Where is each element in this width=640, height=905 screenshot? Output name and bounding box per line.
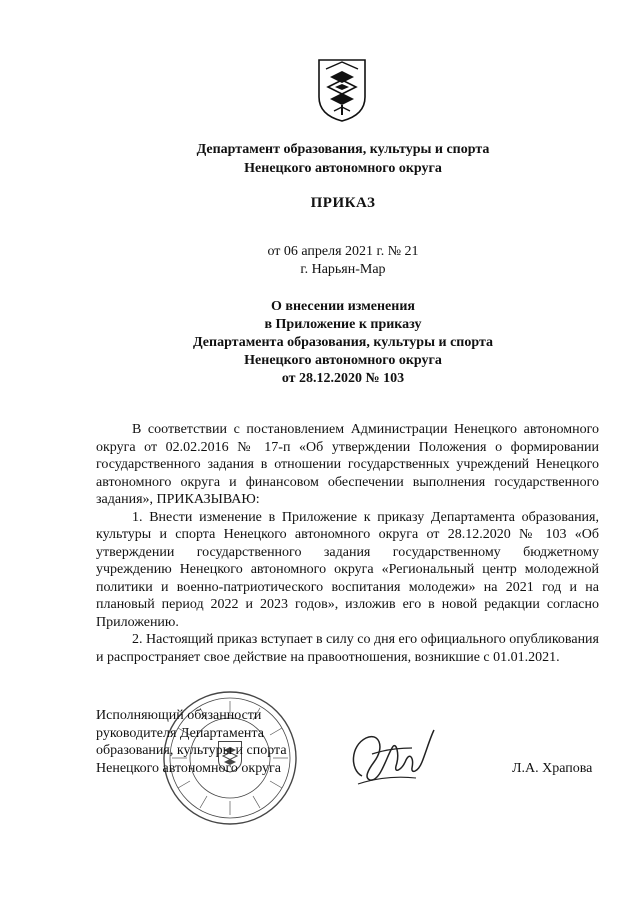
document-body — [96, 421, 599, 666]
subject-line-4: Ненецкого автономного округа — [244, 353, 442, 368]
signatory-title-line-3: образования, культуры и спорта — [96, 743, 287, 758]
signatory-title — [96, 707, 287, 777]
department-heading — [0, 140, 640, 178]
subject-line-3: Департамента образования, культуры и спорта — [193, 335, 493, 350]
document-subject — [0, 298, 640, 388]
subject-line-1: О внесении изменения — [271, 299, 415, 314]
subject-line-5: от 28.12.2020 № 103 — [281, 371, 405, 386]
document-date: от 06 апреля 2021 г. № 21 — [267, 244, 419, 259]
body-paragraph-item-1: 1. Внести изменение в Приложение к приказу Департамента образования, культуры и спорта Ненецкого автономного округа от 28.12.2020 № 103 «Об утверждении государственного задания государственному бюджетному учреждению Ненецкого автономного округа «Региональный центр молодежной политики и военно-патриотического воспитания молодежи» на 2021 год и на плановый период 2022 и 2023 годов», изложив его в новой редакции согласно Приложению. — [96, 509, 599, 630]
signatory-title-line-1: Исполняющий обязанности — [96, 708, 262, 723]
signatory-title-line-2: руководителя Департамента — [96, 725, 264, 741]
document-place: г. Нарьян-Мар — [300, 262, 386, 277]
body-paragraph-preamble: В соответствии с постановлением Администрации Ненецкого автономного округа от 02.02.2016 № 17-п «Об утверждении Положения о формировании государственного задания в отношении государственных учреждений Ненецкого автономного округа и финансовом обеспечении выполнения государственного задания», ПРИКАЗЫВАЮ: — [96, 422, 599, 507]
department-line-2: Ненецкого автономного округа — [244, 161, 442, 176]
subject-line-2: в Приложение к приказу — [264, 317, 422, 332]
department-line-1: Департамент образования, культуры и спорта — [196, 142, 490, 157]
document-meta — [0, 243, 640, 279]
handwritten-signature-icon — [342, 718, 442, 798]
document-type: ПРИКАЗ — [310, 195, 376, 211]
signatory-title-line-4: Ненецкого автономного округа — [96, 760, 281, 776]
body-paragraph-item-2: 2. Настоящий приказ вступает в силу со дня его официального опубликования и распространяет свое действие на правоотношения, возникшие с 01.01.2021. — [96, 632, 599, 665]
coat-of-arms-icon — [316, 57, 368, 123]
signatory-name: Л.А. Храпова — [512, 761, 593, 776]
